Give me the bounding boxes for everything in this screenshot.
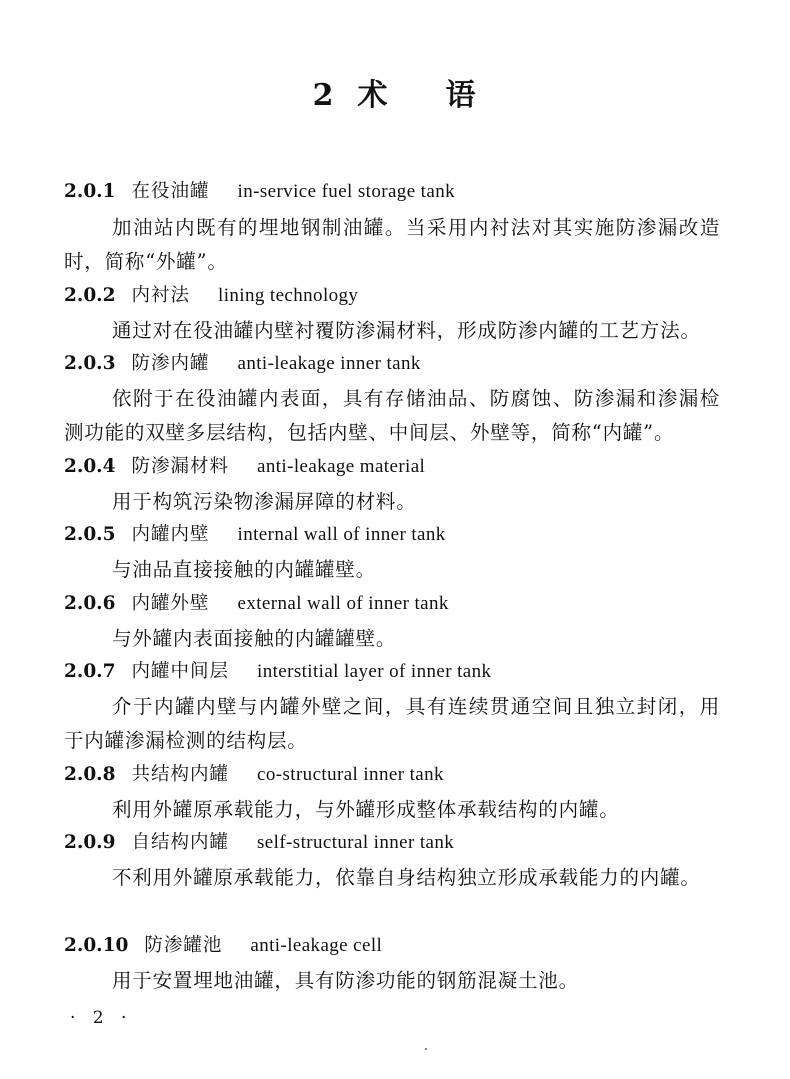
term-number: 2.0.6 <box>64 593 116 614</box>
term-heading <box>64 452 425 482</box>
term-number: 2.0.3 <box>64 353 116 374</box>
term-name-cn: 内衬法 <box>131 285 191 306</box>
term-heading <box>64 828 454 858</box>
term-name-en: anti-leakage material <box>257 456 426 477</box>
term-definition: 与外罐内表面接触的内罐罐壁。 <box>112 627 397 650</box>
term-name-en: anti-leakage inner tank <box>237 353 421 374</box>
term-definition: 利用外罐原承载能力，与外罐形成整体承载结构的内罐。 <box>112 798 620 821</box>
page-number: · 2 · <box>70 1008 133 1028</box>
term-name-en: self-structural inner tank <box>257 832 455 853</box>
term-name-en: internal wall of inner tank <box>237 524 446 545</box>
chapter-title-left: 术 <box>357 78 390 113</box>
term-number: 2.0.9 <box>64 832 116 853</box>
chapter-number: 2 <box>312 78 336 113</box>
term-number: 2.0.2 <box>64 285 116 306</box>
term-name-en: co-structural inner tank <box>257 764 444 785</box>
term-definition: 与油品直接接触的内罐罐壁。 <box>112 558 376 581</box>
term-name-cn: 共结构内罐 <box>131 764 230 785</box>
term-definition: 通过对在役油罐内壁衬覆防渗漏材料，形成防渗内罐的工艺方法。 <box>112 319 701 342</box>
term-number: 2.0.5 <box>64 524 116 545</box>
term-heading <box>64 657 491 687</box>
term-heading <box>64 760 444 790</box>
term-number: 2.0.1 <box>64 181 116 202</box>
term-name-cn: 防渗内罐 <box>131 353 210 374</box>
term-name-en: anti-leakage cell <box>250 935 383 956</box>
term-heading <box>64 589 449 619</box>
term-definition: 用于安置埋地油罐，具有防渗功能的钢筋混凝土池。 <box>112 969 579 992</box>
term-heading <box>64 349 421 379</box>
term-name-en: interstitial layer of inner tank <box>257 661 492 682</box>
term-name-cn: 内罐外壁 <box>131 593 210 614</box>
term-name-cn: 防渗漏材料 <box>131 456 230 477</box>
term-name-cn: 内罐中间层 <box>131 661 230 682</box>
term-number: 2.0.10 <box>64 935 129 956</box>
term-number: 2.0.8 <box>64 764 116 785</box>
term-name-en: external wall of inner tank <box>237 593 449 614</box>
term-definition: 不利用外罐原承载能力，依靠自身结构独立形成承载能力的内罐。 <box>112 866 701 889</box>
term-name-cn: 自结构内罐 <box>131 832 230 853</box>
term-name-en: lining technology <box>218 285 359 306</box>
term-heading <box>64 520 446 550</box>
term-number: 2.0.7 <box>64 661 116 682</box>
term-name-en: in-service fuel storage tank <box>237 181 455 202</box>
term-name-cn: 内罐内壁 <box>131 524 210 545</box>
term-definition: 加油站内既有的埋地钢制油罐。当采用内衬法对其实施防渗漏改造时，简称“外罐”。 <box>64 216 720 273</box>
term-definition: 用于构筑污染物渗漏屏障的材料。 <box>112 490 417 513</box>
scan-dot <box>425 1048 427 1050</box>
term-name-cn: 在役油罐 <box>131 181 210 202</box>
term-definition: 依附于在役油罐内表面，具有存储油品、防腐蚀、防渗漏和渗漏检测功能的双壁多层结构，包括内壁、中间层、外壁等，简称“内罐”。 <box>64 387 720 444</box>
term-heading <box>64 177 455 207</box>
chapter-title <box>0 70 790 114</box>
term-name-cn: 防渗罐池 <box>144 935 223 956</box>
term-heading <box>64 931 382 961</box>
term-heading <box>64 281 358 311</box>
term-number: 2.0.4 <box>64 456 116 477</box>
chapter-title-right: 语 <box>445 78 478 113</box>
term-definition: 介于内罐内壁与内罐外壁之间，具有连续贯通空间且独立封闭，用于内罐渗漏检测的结构层。 <box>64 695 720 752</box>
